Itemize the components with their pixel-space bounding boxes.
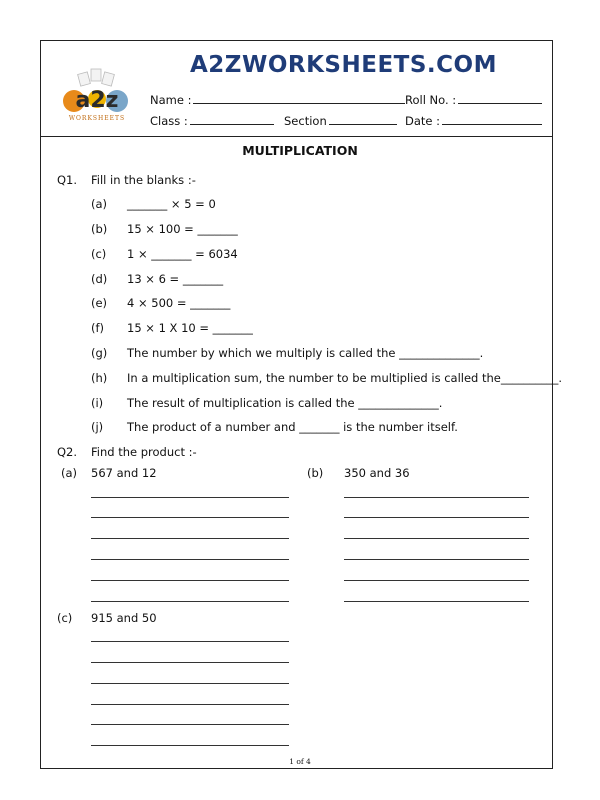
roll-blank[interactable] [458, 94, 542, 104]
q2-part-text: 915 and 50 [91, 611, 157, 625]
q1-item-label: (c) [91, 247, 107, 261]
header-divider [41, 136, 552, 137]
page-number: 1 of 4 [289, 757, 311, 766]
date-label: Date : [405, 114, 441, 128]
answer-line[interactable] [91, 497, 289, 498]
section-field[interactable] [284, 114, 397, 128]
roll-label: Roll No. : [405, 93, 457, 107]
section-blank[interactable] [329, 115, 397, 125]
class-field[interactable] [150, 114, 274, 128]
a2z-logo-icon [57, 67, 137, 127]
q2-part-text: 350 and 36 [344, 466, 410, 480]
q1-item-text: _______ × 5 = 0 [127, 197, 216, 211]
q1-item-label: (d) [91, 272, 108, 286]
q1-item-text: 15 × 1 X 10 = _______ [127, 321, 253, 335]
date-field[interactable] [405, 114, 542, 128]
q1-item-text: In a multiplication sum, the number to be multiplied is called the__________. [127, 371, 563, 385]
q1-item-text: 4 × 500 = _______ [127, 296, 231, 310]
answer-line[interactable] [344, 517, 529, 518]
q1-item-text: 1 × _______ = 6034 [127, 247, 238, 261]
answer-line[interactable] [344, 601, 529, 602]
q1-item-label: (b) [91, 222, 108, 236]
q2-part-label: (c) [57, 611, 73, 625]
answer-line[interactable] [91, 538, 289, 539]
q1-item-label: (i) [91, 396, 104, 410]
answer-line[interactable] [344, 559, 529, 560]
q2-prompt: Find the product :- [91, 445, 197, 459]
answer-line[interactable] [91, 662, 289, 663]
q1-item-text: 15 × 100 = _______ [127, 222, 238, 236]
q1-item-text: The number by which we multiply is called the ______________. [127, 346, 484, 360]
q2-part-text: 567 and 12 [91, 466, 157, 480]
name-field[interactable] [150, 93, 405, 107]
class-label: Class : [150, 114, 188, 128]
q1-item-label: (g) [91, 346, 108, 360]
name-label: Name : [150, 93, 192, 107]
q1-number: Q1. [57, 173, 78, 187]
q1-item-text: The product of a number and _______ is the number itself. [127, 420, 458, 434]
q1-item-label: (h) [91, 371, 108, 385]
answer-line[interactable] [91, 641, 289, 642]
q1-item-label: (j) [91, 420, 104, 434]
logo-mark: a2z [75, 88, 119, 113]
answer-line[interactable] [91, 580, 289, 581]
answer-line[interactable] [91, 724, 289, 725]
answer-line[interactable] [91, 745, 289, 746]
q1-item-label: (a) [91, 197, 108, 211]
answer-line[interactable] [91, 704, 289, 705]
q1-item-text: The result of multiplication is called the ______________. [127, 396, 443, 410]
q1-item-label: (f) [91, 321, 105, 335]
answer-line[interactable] [344, 497, 529, 498]
q1-item-text: 13 × 6 = _______ [127, 272, 224, 286]
class-blank[interactable] [190, 115, 274, 125]
roll-field[interactable] [405, 93, 542, 107]
answer-line[interactable] [91, 517, 289, 518]
name-blank[interactable] [193, 94, 405, 104]
worksheet-title: MULTIPLICATION [242, 143, 358, 158]
q2-part-label: (b) [307, 466, 324, 480]
logo-text: WORKSHEETS [68, 115, 126, 122]
q1-prompt: Fill in the blanks :- [91, 173, 196, 187]
answer-line[interactable] [91, 559, 289, 560]
answer-line[interactable] [344, 538, 529, 539]
q2-number: Q2. [57, 445, 78, 459]
q1-item-label: (e) [91, 296, 108, 310]
site-title: A2ZWORKSHEETS.COM [190, 52, 497, 78]
answer-line[interactable] [344, 580, 529, 581]
date-blank[interactable] [442, 115, 542, 125]
section-label: Section [284, 114, 327, 128]
q2-part-label: (a) [61, 466, 78, 480]
answer-line[interactable] [91, 683, 289, 684]
answer-line[interactable] [91, 601, 289, 602]
